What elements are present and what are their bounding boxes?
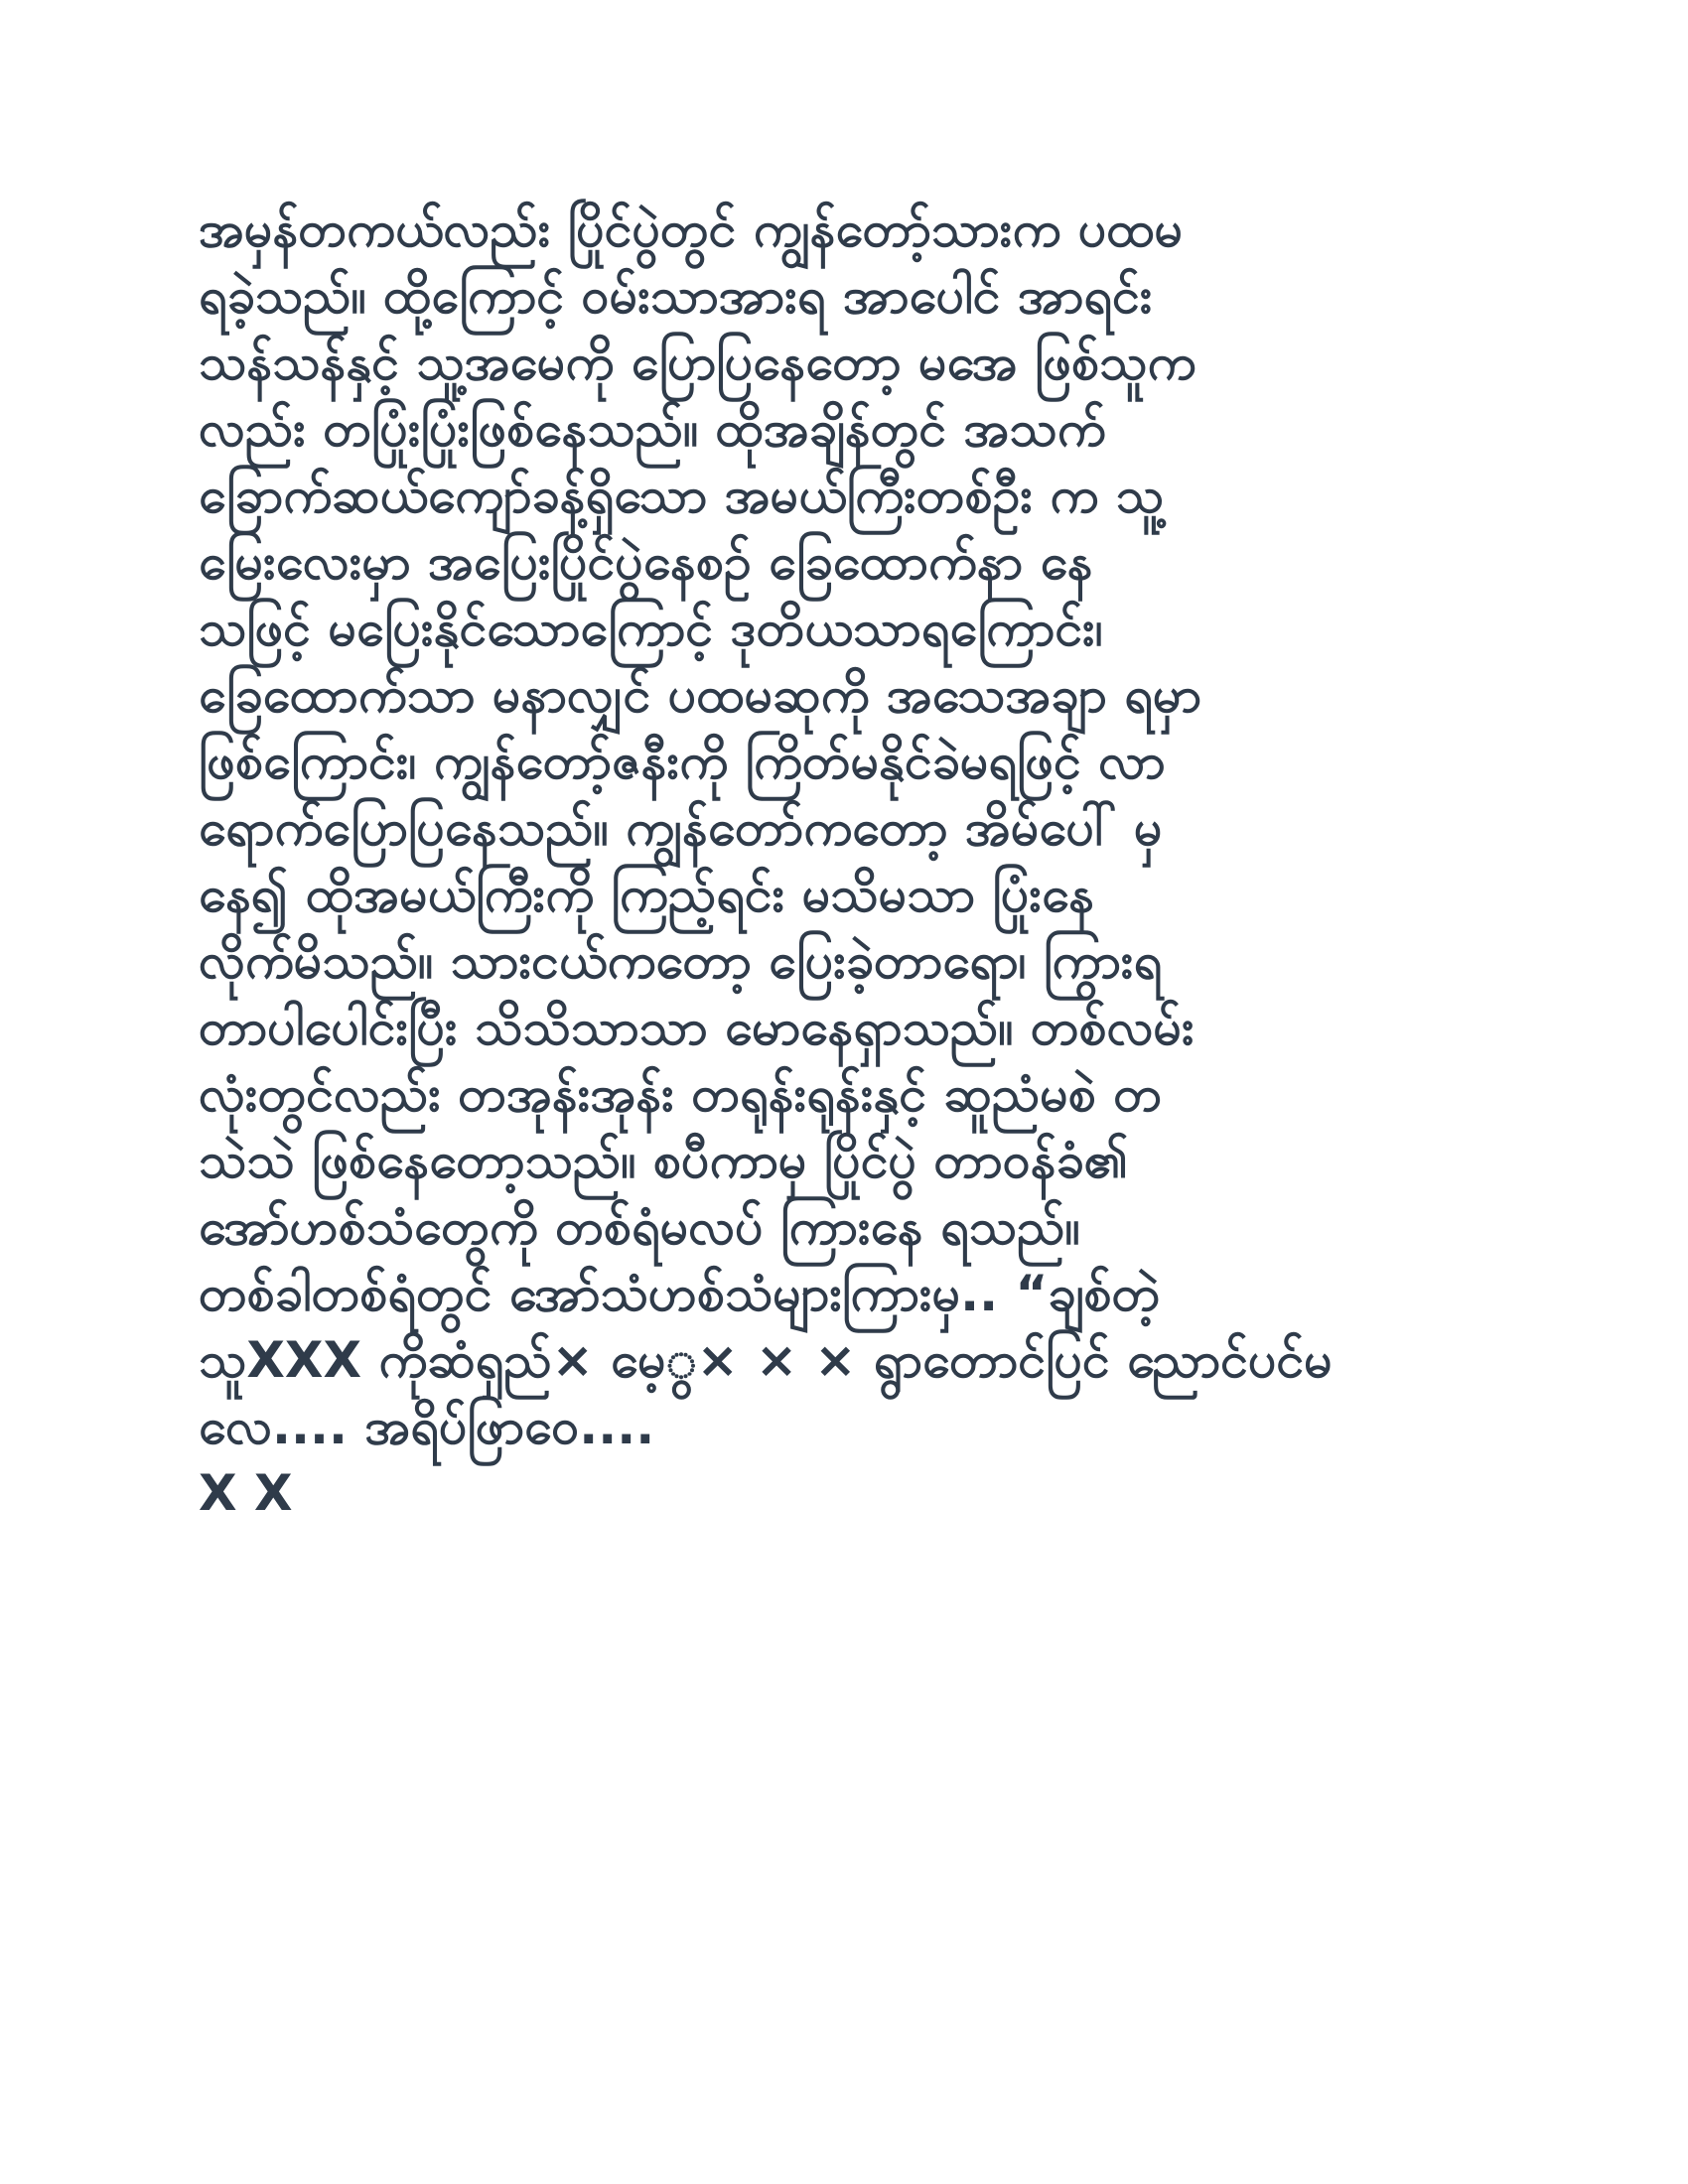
text-line: ဖြစ်ကြောင်း၊ ကျွန်တော့်ဇနီးကို ကြိတ်မနိုင်ခဲမရဖြင့် လာ	[199, 733, 1166, 790]
text-line: ခြေထောက်သာ မနာလျှင် ပထမဆုကို အသေအချာ ရမှာ	[199, 666, 1202, 724]
text-line: လုံးတွင်လည်း တအုန်းအုန်း တရုန်းရုန်းနှင့် ဆူညံမစဲ တ	[199, 1065, 1163, 1123]
text-line: လေ.... အရိပ်ဖြာဝေ....	[199, 1398, 655, 1455]
text-line: သန်သန်နှင့် သူ့အမေကို ပြောပြနေတော့ မအေ ဖြစ်သူက	[199, 334, 1196, 391]
text-line: ရခဲ့သည်။ ထို့ကြောင့် ဝမ်းသာအားရ အာပေါင် အာရင်း	[199, 267, 1153, 325]
text-line: တာပါပေါင်းပြီး သိသိသာသာ မောနေရှာသည်။ တစ်လမ်း	[199, 999, 1195, 1056]
text-line: X X	[199, 1464, 293, 1522]
text-line: အမှန်တကယ်လည်း ပြိုင်ပွဲတွင် ကျွန်တော့်သားက ပထမ	[199, 201, 1184, 258]
text-line: အော်ဟစ်သံတွေကို တစ်ရံမလပ် ကြားနေ ရသည်။	[199, 1198, 1080, 1256]
text-line: လိုက်မိသည်။ သားငယ်ကတော့ ပြေးခဲ့တာရော၊ ကြွားရ	[199, 932, 1163, 990]
text-line: တစ်ခါတစ်ရံတွင် အော်သံဟစ်သံများကြားမှ.. “ချစ်တဲ့	[199, 1265, 1161, 1322]
text-line: နေ၍ ထိုအမယ်ကြီးကို ကြည့်ရင်း မသိမသာ ပြုံးနေ	[199, 866, 1095, 923]
text-line: ခြောက်ဆယ်ကျော်ခန့်ရှိသော အမယ်ကြီးတစ်ဦး က သူ့	[199, 467, 1165, 524]
body-paragraph	[199, 197, 1489, 1527]
text-line: သဖြင့် မပြေးနိုင်သောကြောင့် ဒုတိယသာရကြောင်း၊	[199, 600, 1103, 657]
text-line: သဲသဲ ဖြစ်နေတော့သည်။ စပီကာမှ ပြိုင်ပွဲ တာဝန်ခံ၏	[199, 1132, 1129, 1189]
text-line: မြေးလေးမှာ အပြေးပြိုင်ပွဲနေစဉ် ခြေထောက်နာ နေ	[199, 533, 1093, 591]
text-line: လည်း တပြုံးပြုံးဖြစ်နေသည်။ ထိုအချိန်တွင် အသက်	[199, 400, 1106, 458]
text-line: ရောက်ပြောပြနေသည်။ ကျွန်တော်ကတော့ အိမ်ပေါ် မှ	[199, 799, 1163, 857]
text-line: သူXXX ကိုဆံရှည်× မေ့ွ× × × ရွာတောင်ပြင် ညောင်ပင်မ	[199, 1331, 1333, 1389]
